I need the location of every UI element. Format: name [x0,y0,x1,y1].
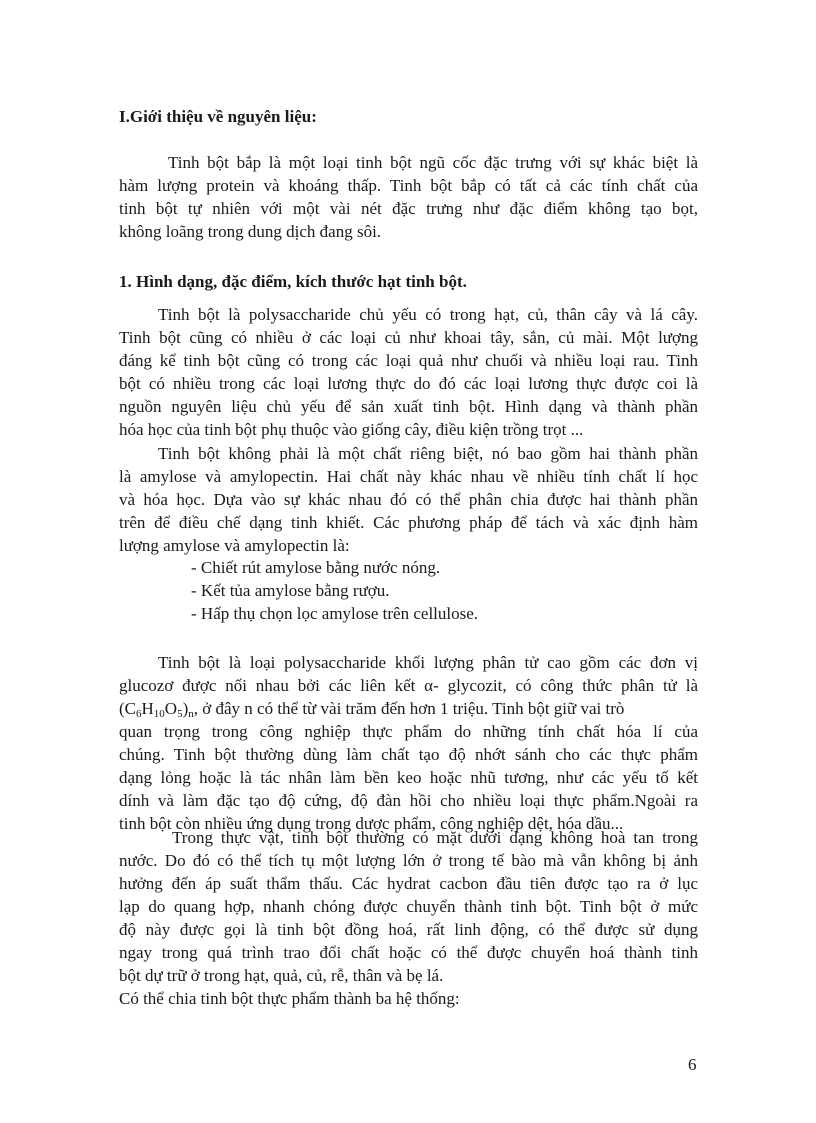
method-item: - Kết tủa amylose bằng rượu. [191,581,390,600]
intro-line: tinh bột tự nhiên với một vài nét đặc trưng như đặc điểm không tạo bọt, [119,199,698,218]
para2-line: là amylose và amylopectin. Hai chất này khác nhau về nhiều tính chất lí học [119,467,698,486]
formula-c-subscript: 6 [136,708,142,720]
para2-line: trên để điều chế dạng tinh khiết. Các phương pháp để tách và xác định hàm [119,513,698,532]
formula-open: (C [119,699,136,718]
para3-line: dạng lỏng hoặc là tác nhân làm bền keo hoặc nhũ tương, như các yếu tố kết [119,768,698,787]
para3-line: chúng. Tinh bột thường dùng làm chất tạo độ nhớt sánh cho các thực phẩm [119,745,698,764]
method-item: - Hấp thụ chọn lọc amylose trên cellulose. [191,604,479,623]
para1-line: bột có nhiều trong các loại lương thực do đó các loại lương thực được coi là [119,374,698,393]
para3-formula-line [119,697,624,720]
subsection-heading: 1. Hình dạng, đặc điểm, kích thước hạt tinh bột. [119,272,467,291]
para1-line: nguồn nguyên liệu chủ yếu để sản xuất tinh bột. Hình dạng và thành phần [119,397,698,416]
formula-n-subscript: n [188,708,194,720]
para3-line: tinh bột còn nhiều ứng dụng trong dược phẩm, công nghiệp dệt, hóa dầu... [119,814,624,833]
intro-line: không loãng trong dung dịch đang sôi. [119,222,382,241]
para4-line: lạp do quang hợp, nhanh chóng được chuyển thành tinh bột. Tinh bột ở mức [119,897,698,916]
para1-line: Tinh bột là polysaccharide chủ yếu có trong hạt, củ, thân cây và lá cây. [158,305,698,324]
formula-rest: , ở đây n có thể từ vài trăm đến hơn 1 triệu. Tinh bột giữ vai trò [193,699,625,718]
para1-line: đáng kể tinh bột cũng có trong các loại quả như chuối và nhiều loại rau. Tinh [119,351,698,370]
para1-line: Tinh bột cũng có nhiều ở các loại củ như khoai tây, sắn, củ mài. Một lượng [119,328,698,347]
closing-line: Có thể chia tinh bột thực phẩm thành ba hệ thống: [119,989,460,1008]
page-number: 6 [688,1055,697,1074]
formula-o-subscript: 5 [177,708,183,720]
para3-line: quan trọng trong công nghiệp thực phẩm do những tính chất hóa lí của [119,722,698,741]
intro-line: Tinh bột bắp là một loại tinh bột ngũ cốc đặc trưng với sự khác biệt là [168,153,698,172]
para3-line: dính và làm đặc tạo độ cứng, độ đàn hồi cho nhiều loại thực phẩm.Ngoài ra [119,791,698,810]
para2-line: và hóa học. Dựa vào sự khác nhau đó có thể phân chia được hai thành phần [119,490,698,509]
para4-line: hưởng đến áp suất thẩm thấu. Các hydrat cacbon đầu tiên được tạo ra ở lục [119,874,698,893]
para4-line: ngay trong quá trình trao đổi chất hoặc có thể được chuyển hoá thành tinh [119,943,698,962]
para4-line: Trong thực vật, tinh bột thường có mặt dưới dạng không hoà tan trong [172,828,698,847]
formula-h-subscript: 10 [153,708,165,720]
para2-line: Tinh bột không phải là một chất riêng biệt, nó bao gồm hai thành phần [158,444,698,463]
section-heading: I.Giới thiệu về nguyên liệu: [119,107,317,126]
para2-line: lượng amylose và amylopectin là: [119,536,350,555]
formula-o: O [164,699,178,718]
para3-line: glucozơ được nối nhau bởi các liên kết α- glycozit, có công thức phân tử là [119,676,698,695]
para1-line: hóa học của tinh bột phụ thuộc vào giống cây, điều kiện trồng trọt ... [119,420,584,439]
para4-line: độ này được gọi là tinh bột đồng hoá, rất linh động, có thể được sử dụng [119,920,698,939]
para3-line: Tinh bột là loại polysaccharide khối lượng phân tử cao gồm các đơn vị [158,653,698,672]
method-item: - Chiết rút amylose bằng nước nóng. [191,558,441,577]
intro-line: hàm lượng protein và khoáng thấp. Tinh bột bắp có tất cả các tính chất của [119,176,698,195]
para4-line: nước. Do đó có thể tích tụ một lượng lớn ở trong tế bào mà vẫn không bị ảnh [119,851,698,870]
formula-close: ) [182,699,189,718]
para4-line: bột dự trữ ở trong hạt, quả, củ, rễ, thân và bẹ lá. [119,966,444,985]
formula-h: H [141,699,154,718]
